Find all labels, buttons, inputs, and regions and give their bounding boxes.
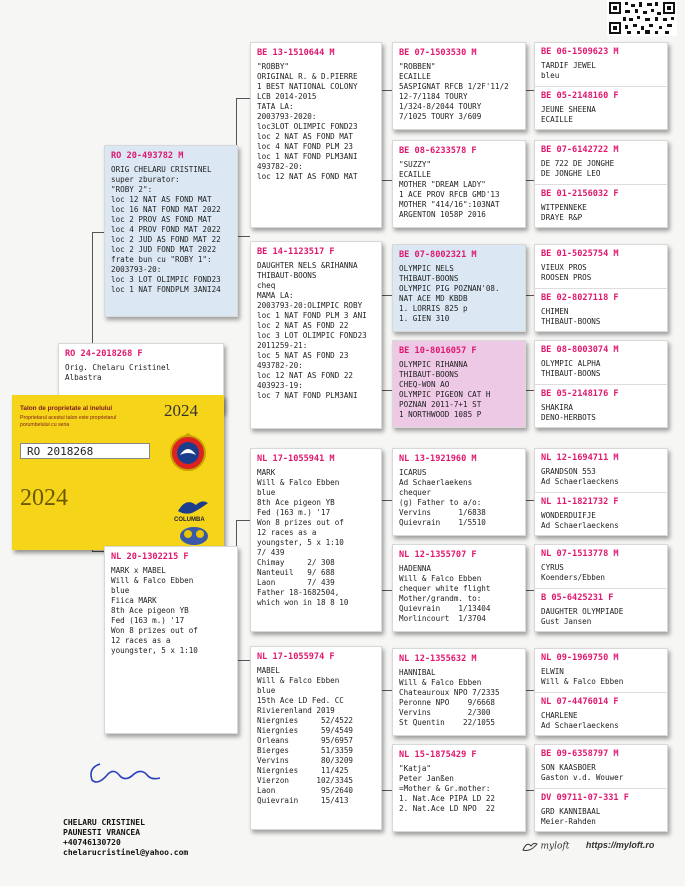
pigeon-info: "SUZZY" ECAILLE MOTHER "DREAM LADY" 1 ACE PROV RFCB GMD'13 MOTHER "414/16":103NAT ARGENTON 1058P 2016 [399,160,500,219]
connector-line [236,660,250,661]
columba-logo-icon [172,495,212,517]
pigeon-emblem-icon [178,526,210,546]
ring-number: BE 06-1509623 M [541,47,619,57]
ring-number: NL 20-1302215 F [111,552,189,562]
pigeon-info: SHAKIRA DENO-HERBOTS [541,403,596,422]
ring-number: NL 17-1055941 M [257,454,335,464]
pigeon-info: ICARUS Ad Schaerlaekens chequer (g) Father to a/o: Vervins 1/6838 Quievrain 1/5510 [399,468,486,527]
g5-card [534,544,668,632]
pigeon-info: WITPENNEKE DRAYE R&P [541,203,587,222]
pigeon-info: "ROBBY" ORIGINAL R. & D.PIERRE 1 BEST NATIONAL COLONY LCB 2014-2015 TATA LA: 2003793-2020: loc3LOT OLIMPIC FOND23 loc 2 NAT AS FOND MAT loc 4 NAT FOND PLM 23 loc 1 NAT FOND PLM3ANI 493782-20: loc 12 NAT AS FOND MAT [257,62,358,181]
ring-number-box: RO 2018268 [20,443,150,459]
ring-number: NL 07-1513778 M [541,549,619,559]
pigeon-info: CHIMEN THIBAUT-BOONS [541,307,601,326]
qr-code [607,0,677,36]
pigeon-info: CHARLENE Ad Schaerlaeckens [541,711,619,730]
mother-card [104,546,238,734]
pigeon-info: ORIG CHELARU CRISTINEL super zburator: "ROBY 2": loc 12 NAT AS FOND MAT loc 16 NAT FOND MAT 2022 loc 2 PROV AS FOND MAT loc 4 PROV FOND MAT 2022 loc 2 JUD AS FOND MAT 22 loc 2 JUD FOND MAT 2022 frate bun cu "ROBY 1": 2003793-20: loc 3 LOT OLIMPIC FOND23 loc 1 NAT FONDPLM 3ANI24 [111,165,221,294]
g5-card [534,340,668,428]
pigeon-info: MARK x MABEL Will & Falco Ebben blue Fiica MARK 8th Ace pigeon YB Fed (163 m.) '17 Won 8 prizes out of 12 races as a youngster, 5 x 1:10 [111,566,198,655]
g5-card [534,448,668,536]
ring-number: DV 09711-07-331 F [541,793,629,803]
ring-number: RO 20-493782 M [111,151,184,161]
ring-number: BE 08-8003074 M [541,345,619,355]
pigeon-info: MARK Will & Falco Ebben blue 8th Ace pigeon YB Fed (163 m.) '17 Won 8 prizes out of 12 races as a youngster, 5 x 1:10 7/ 439 Chimay 2/ 308 Nanteuil 9/ 688 Laon 7/ 439 Father 18-1682504, which won in 18 8 10 [257,468,349,607]
signature [86,758,166,788]
father-card [104,145,238,317]
pigeon-info: ELWIN Will & Falco Ebben [541,667,624,686]
pigeon-info: HANNIBAL Will & Falco Ebben Chateauroux NPO 7/2335 Peronne NPO 9/6668 Vervins 2/300 St Quentin 22/1055 [399,668,500,727]
myloft-url[interactable]: https://myloft.ro [585,840,655,851]
mfm-card [392,544,526,632]
connector-line [236,520,250,521]
ffm-card [392,140,526,228]
pigeon-info: OLYMPIC ALPHA THIBAUT-BOONS [541,359,601,378]
ring-year-bottom: 2024 [20,485,68,511]
myloft-logo-text: myloft [540,841,570,852]
connector-line [92,551,104,552]
ring-year-top: 2024 [164,401,198,420]
pigeon-info: DAUGHTER NELS &RIHANNA THIBAUT-BOONS cheq MAMA LA: 2003793-20:OLIMPIC ROBY loc 1 NAT FOND PLM 3 ANI loc 2 NAT AS FOND 22 loc 3 LOT OLIMPIC FOND23 2011259-21: loc 5 NAT AS FOND 23 493782-20: loc 12 NAT AS FOND 22 403923-19: loc 7 NAT FOND PLM3ANI [257,261,367,400]
mother-mother-card [250,646,382,830]
pigeon-info: Orig. Chelaru Cristinel Albastra [65,363,171,382]
ring-number: NL 15-1875429 F [399,750,477,760]
ring-number: BE 05-2148160 F [541,91,619,101]
pigeon-info: WONDERDUIFJE Ad Schaerlaeckens [541,511,619,530]
fff-card [392,42,526,130]
pigeon-info: GRD KANNIBAAL Meier-Rahden [541,807,601,826]
connector-line [92,232,104,233]
ring-number: BE 08-6233578 F [399,146,477,156]
ring-number: NL 09-1969750 M [541,653,619,663]
pigeon-info: DE 722 DE JONGHE DE JONGHE LEO [541,159,615,178]
ring-number: BE 13-1510644 M [257,48,335,58]
ring-number: BE 07-8002321 M [399,250,477,260]
pigeon-info: "Katja" Peter Janßen =Mother & Gr.mother: 1. Nat.Ace PIPA LD 22 2. Nat.Ace LD NPO 22 [399,764,496,813]
pigeon-info: OLYMPIC NELS THIBAUT-BOONS OLYMPIC PIG POZNAN'08. NAT ACE MD KBDB 1. LORRIS 825 p 1. GIEN 310 [399,264,500,323]
pigeon-info: HADENNA Will & Falco Ebben chequer white flight Mother/grandm. to: Quievrain 1/13404 Morlincourt 1/3704 [399,564,491,623]
myloft-branding [522,840,654,852]
fmf-card [392,244,526,332]
g5-card [534,744,668,832]
ring-number: BE 14-1123517 F [257,247,335,257]
ring-number: NL 07-4476014 F [541,697,619,707]
father-mother-card [250,241,382,429]
ring-number: B 05-6425231 F [541,593,614,603]
owner-email: chelarucristinel@yahoo.com [63,848,189,857]
pigeon-info: CYRUS Koenders/Ebben [541,563,606,582]
pigeon-info: DAUGHTER OLYMPIADE Gust Jansen [541,607,624,626]
ring-number: BE 05-2148176 F [541,389,619,399]
ring-number: NL 12-1355632 M [399,654,477,664]
pigeon-info: "ROBBEN" ECAILLE 5ASPIGNAT RFCB 1/2F'11/2 12-7/1184 TOURY 1/324-8/2044 TOURY 7/1025 TOURY 3/609 [399,62,509,121]
ring-number: RO 24-2018268 F [65,349,143,359]
federation-emblem-icon [168,431,208,475]
mother-father-card [250,448,382,632]
pigeon-info: MABEL Will & Falco Ebben blue 15th Ace LD Fed. CC Rivierenland 2019 Niergnies 52/4522 Niergnies 59/4549 Orleans 95/6957 Bierges 51/3359 Vervins 80/3209 Niergnies 11/425 Vierzon 102/3345 Laon 95/2640 Quievrain 15/413 [257,666,354,805]
ring-number: NL 13-1921960 M [399,454,477,464]
mmm-card [392,744,526,832]
ring-ownership-card [12,395,224,550]
pigeon-info: SON KAASBOER Gaston v.d. Wouwer [541,763,624,782]
g5-card [534,140,668,228]
ring-number: NL 17-1055974 F [257,652,335,662]
pigeon-info: GRANDSON 553 Ad Schaerlaeckens [541,467,619,486]
pigeon-info: VIEUX PROS ROOSEN PROS [541,263,592,282]
owner-name: CHELARU CRISTINEL [63,818,145,827]
ring-number: BE 02-8027118 F [541,293,619,303]
columba-brand: COLUMBA [174,517,205,523]
myloft-logo-icon [522,840,538,852]
ring-number: BE 01-2156032 F [541,189,619,199]
owner-place: PAUNESTI VRANCEA [63,828,141,837]
ring-number: NL 11-1821732 F [541,497,619,507]
ring-number: BE 09-6358797 M [541,749,619,759]
ring-number: NL 12-1694711 M [541,453,619,463]
g5-card [534,648,668,736]
ring-number: NL 12-1355707 F [399,550,477,560]
owner-info [63,818,188,858]
mmf-card [392,648,526,736]
ring-number: BE 01-5025754 M [541,249,619,259]
pigeon-info: JEUNE SHEENA ECAILLE [541,105,596,124]
owner-phone: +40746130720 [63,838,121,847]
g5-card [534,244,668,332]
ring-card-title: Talon de proprietate al inelului [20,405,113,412]
g5-card [534,42,668,130]
ring-number: BE 07-1503530 M [399,48,477,58]
fmm-card [392,340,526,428]
mff-card [392,448,526,536]
ring-card-subtitle: Proprietarul acestui talon este proprietarul porumbelului cu seria [20,415,117,428]
ring-number: BE 07-6142722 M [541,145,619,155]
father-father-card [250,42,382,228]
connector-line [236,98,250,99]
pigeon-info: TARDIF JEWEL bleu [541,61,596,80]
pigeon-info: OLYMPIC RIHANNA THIBAUT-BOONS CHEQ-WON AO OLYMPIC PIGEON CAT H POZNAN 2011-7+1 ST 1 NORTHWOOD 1085 P [399,360,491,419]
ring-number: BE 10-8016057 F [399,346,477,356]
